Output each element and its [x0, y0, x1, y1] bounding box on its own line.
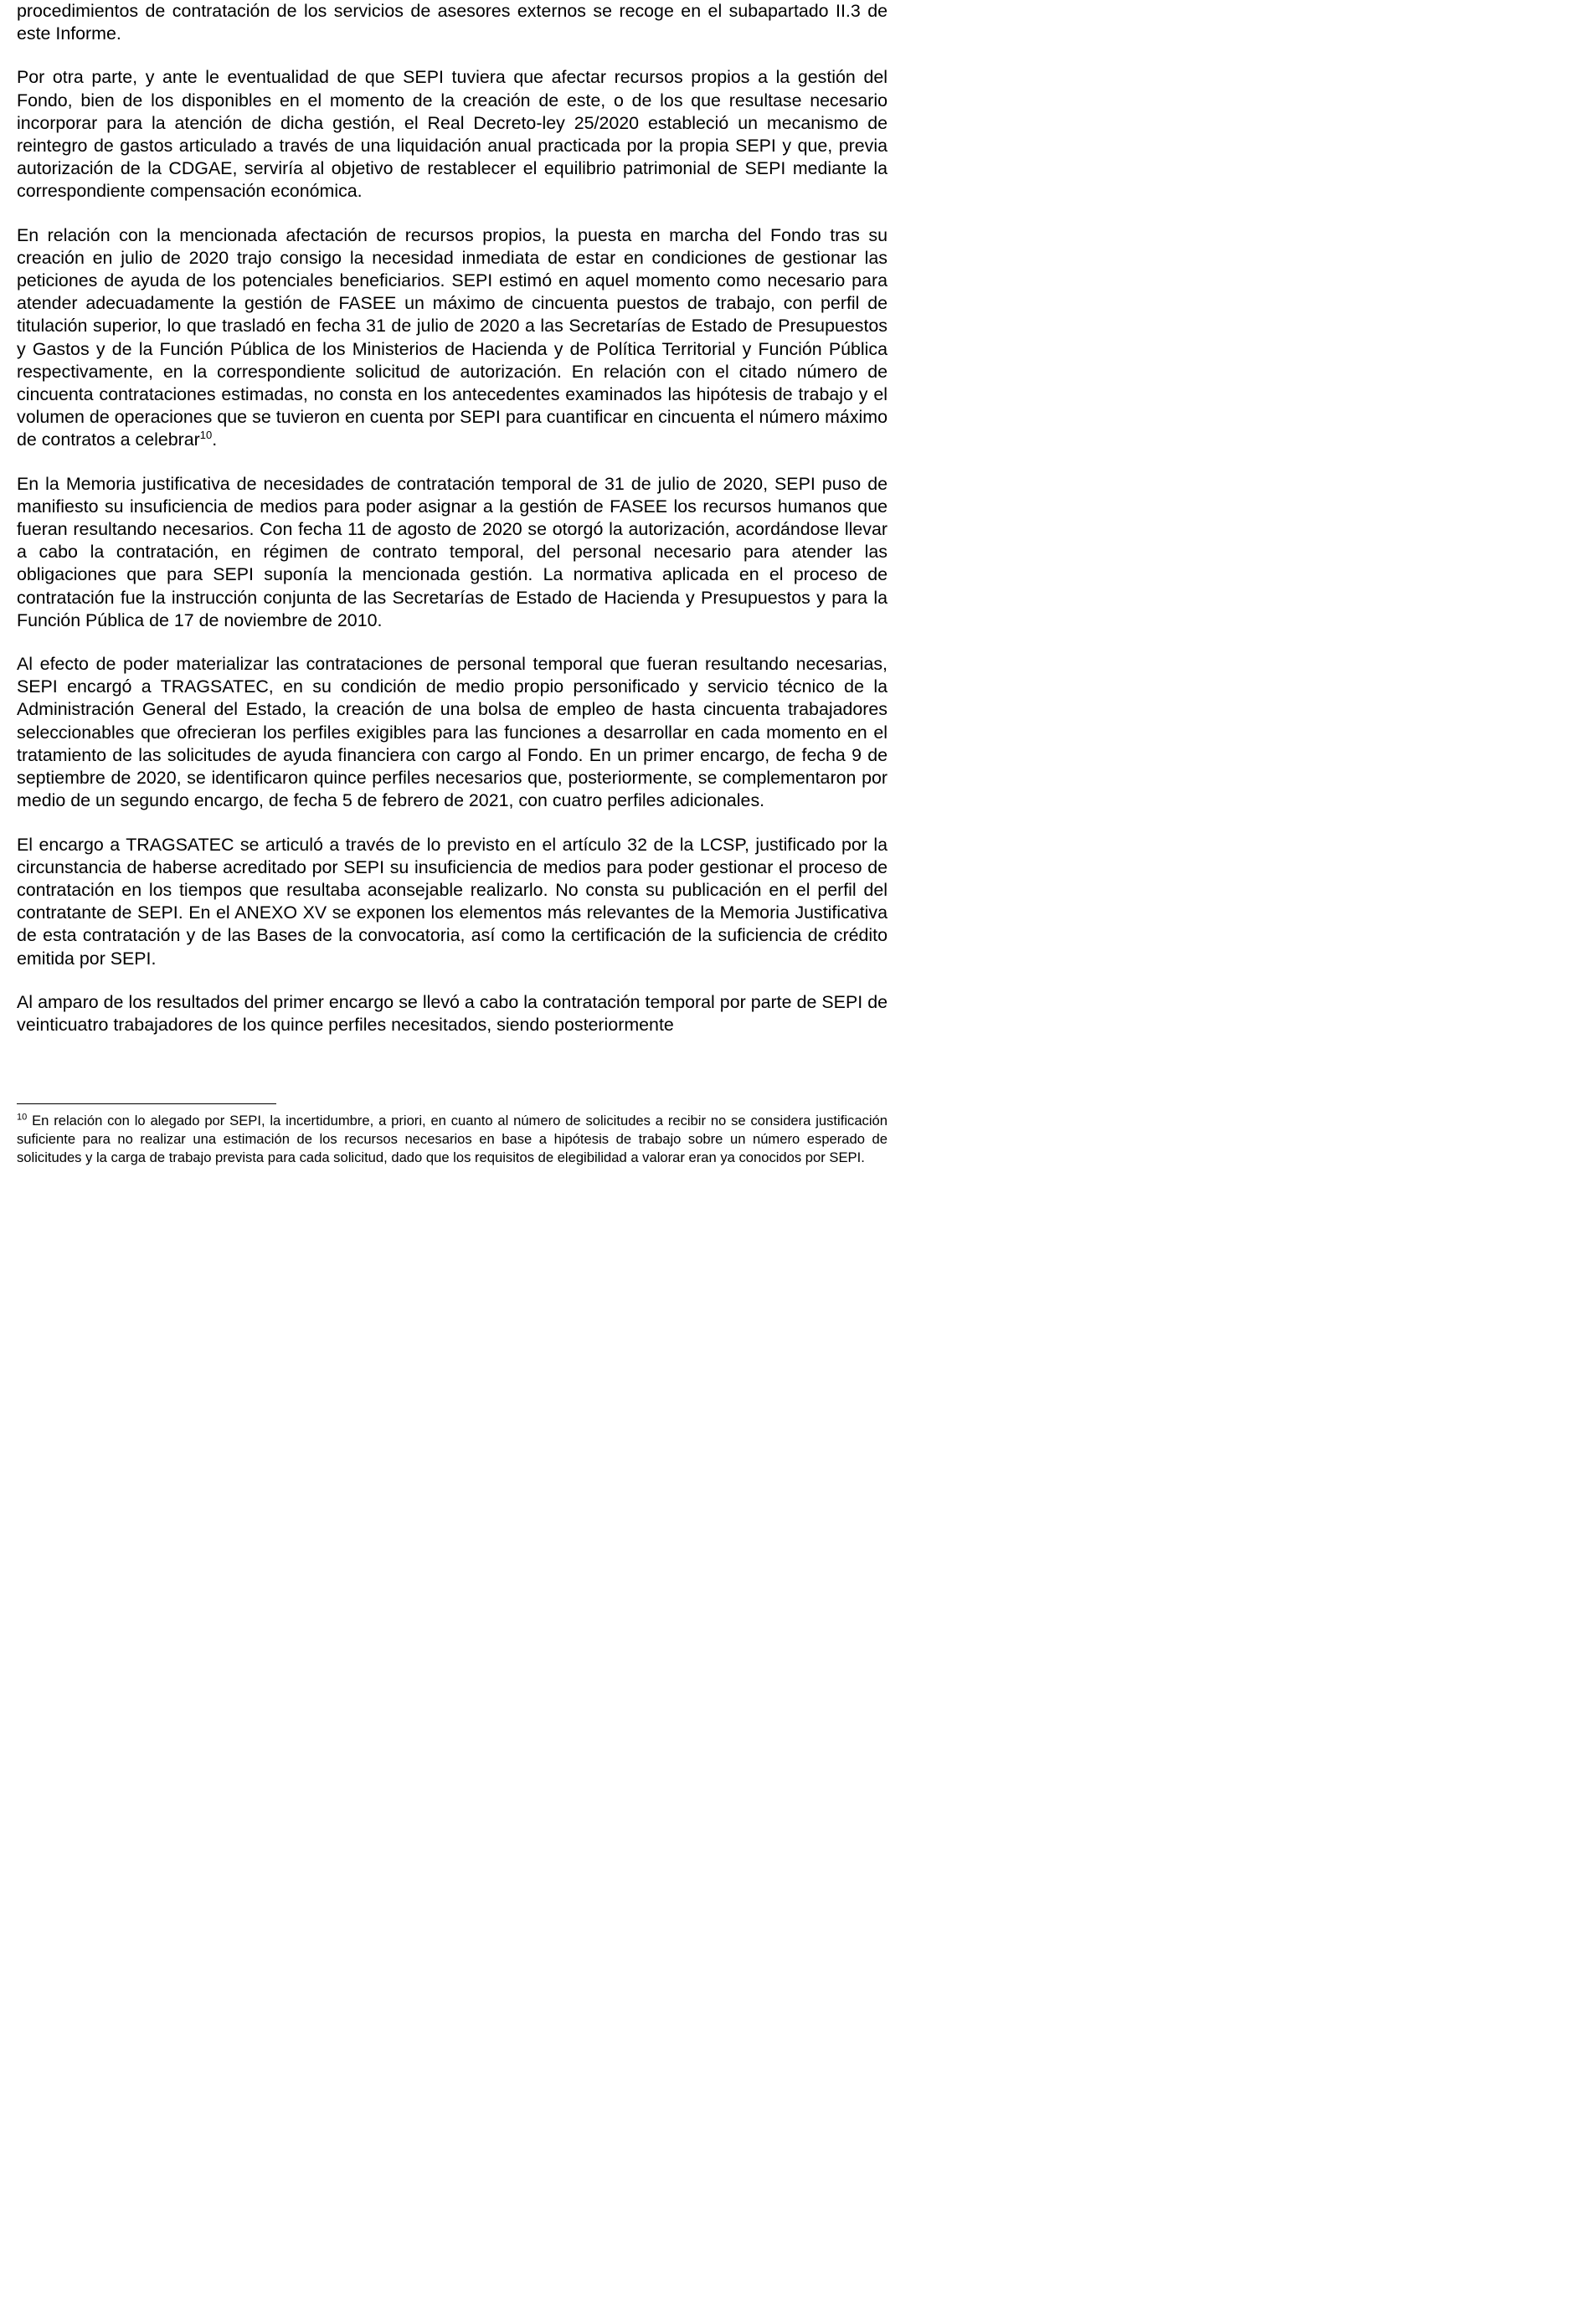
paragraph-memoria-justificativa	[17, 473, 888, 632]
paragraph-encargo-lcsp	[17, 834, 888, 970]
paragraph-primer-encargo	[17, 991, 888, 1036]
document-page	[17, 0, 888, 1165]
footnote-separator	[17, 1103, 276, 1104]
footnote-reference[interactable]: 10	[199, 429, 213, 442]
footnote-text: En relación con lo alegado por SEPI, la incertidumbre, a priori, en cuanto al número de solicitudes a recibir no se considera justificación suficiente para no realizar una estimación de los recursos necesarios en base a hipótesis de trabajo sobre un número esperado de solicitudes y la carga de trabajo prevista para cada solicitud, dado que los requisitos de elegibilidad a valorar eran ya conocidos por SEPI.	[17, 1113, 888, 1165]
footnote	[17, 1112, 888, 1167]
paragraph-continuation	[17, 0, 888, 45]
footnote-number: 10	[17, 1112, 28, 1123]
paragraph-trailing-period: .	[212, 429, 218, 450]
paragraph-text: El encargo a TRAGSATEC se articuló a través de lo previsto en el artículo 32 de la LCSP, justificado por la circunstancia de haberse acreditado por SEPI su insuficiencia de medios para poder gestionar el proceso de contratación en los tiempos que resultaba aconsejable realizarlo. No consta su publicación en el perfil del contratante de SEPI. En el ANEXO XV se exponen los elementos más relevantes de la Memoria Justificativa de esta contratación y de las Bases de la convocatoria, así como la certificación de la suficiencia de crédito emitida por SEPI.	[17, 834, 888, 969]
paragraph-text: En relación con la mencionada afectación de recursos propios, la puesta en marcha del Fondo tras su creación en julio de 2020 trajo consigo la necesidad inmediata de estar en condiciones de gestionar las peticiones de ayuda de los potenciales beneficiarios. SEPI estimó en aquel momento como necesario para atender adecuadamente la gestión de FASEE un máximo de cincuenta puestos de trabajo, con perfil de titulación superior, lo que trasladó en fecha 31 de julio de 2020 a las Secretarías de Estado de Presupuestos y Gastos y de la Función Pública de los Ministerios de Hacienda y de Política Territorial y Función Pública respectivamente, en la correspondiente solicitud de autorización. En relación con el citado número de cincuenta contrataciones estimadas, no consta en los antecedentes examinados las hipótesis de trabajo y el volumen de operaciones que se tuvieron en cuenta por SEPI para cuantificar en cincuenta el número máximo de contratos a celebrar	[17, 224, 888, 450]
paragraph-text: Por otra parte, y ante le eventualidad de que SEPI tuviera que afectar recursos propios a la gestión del Fondo, bien de los disponibles en el momento de la creación de este, o de los que resultase necesario incorporar para la atención de dicha gestión, el Real Decreto-ley 25/2020 estableció un mecanismo de reintegro de gastos articulado a través de una liquidación anual practicada por la propia SEPI y que, previa autorización de la CDGAE, serviría al objetivo de restablecer el equilibrio patrimonial de SEPI mediante la correspondiente compensación económica.	[17, 67, 888, 202]
paragraph-text: procedimientos de contratación de los servicios de asesores externos se recoge en el subapartado II.3 de este Informe.	[17, 1, 888, 44]
paragraph-afectacion-recursos	[17, 224, 888, 452]
body-text	[17, 0, 888, 1036]
paragraph-reintegro-gastos	[17, 66, 888, 203]
paragraph-text: En la Memoria justificativa de necesidades de contratación temporal de 31 de julio de 2020, SEPI puso de manifiesto su insuficiencia de medios para poder asignar a la gestión de FASEE los recursos humanos que fueran resultando necesarios. Con fecha 11 de agosto de 2020 se otorgó la autorización, acordándose llevar a cabo la contratación, en régimen de contrato temporal, del personal necesario para atender las obligaciones que para SEPI suponía la mencionada gestión. La normativa aplicada en el proceso de contratación fue la instrucción conjunta de las Secretarías de Estado de Hacienda y Presupuestos y para la Función Pública de 17 de noviembre de 2010.	[17, 473, 888, 630]
paragraph-text: Al efecto de poder materializar las contrataciones de personal temporal que fueran resultando necesarias, SEPI encargó a TRAGSATEC, en su condición de medio propio personificado y servicio técnico de la Administración General del Estado, la creación de una bolsa de empleo de hasta cincuenta trabajadores seleccionables que ofrecieran los perfiles exigibles para las funciones a desarrollar en cada momento en el tratamiento de las solicitudes de ayuda financiera con cargo al Fondo. En un primer encargo, de fecha 9 de septiembre de 2020, se identificaron quince perfiles necesarios que, posteriormente, se complementaron por medio de un segundo encargo, de fecha 5 de febrero de 2021, con cuatro perfiles adicionales.	[17, 654, 888, 811]
paragraph-tragsatec-bolsa	[17, 653, 888, 812]
paragraph-text: Al amparo de los resultados del primer encargo se llevó a cabo la contratación temporal por parte de SEPI de veinticuatro trabajadores de los quince perfiles necesitados, siendo posteriormente	[17, 991, 888, 1035]
